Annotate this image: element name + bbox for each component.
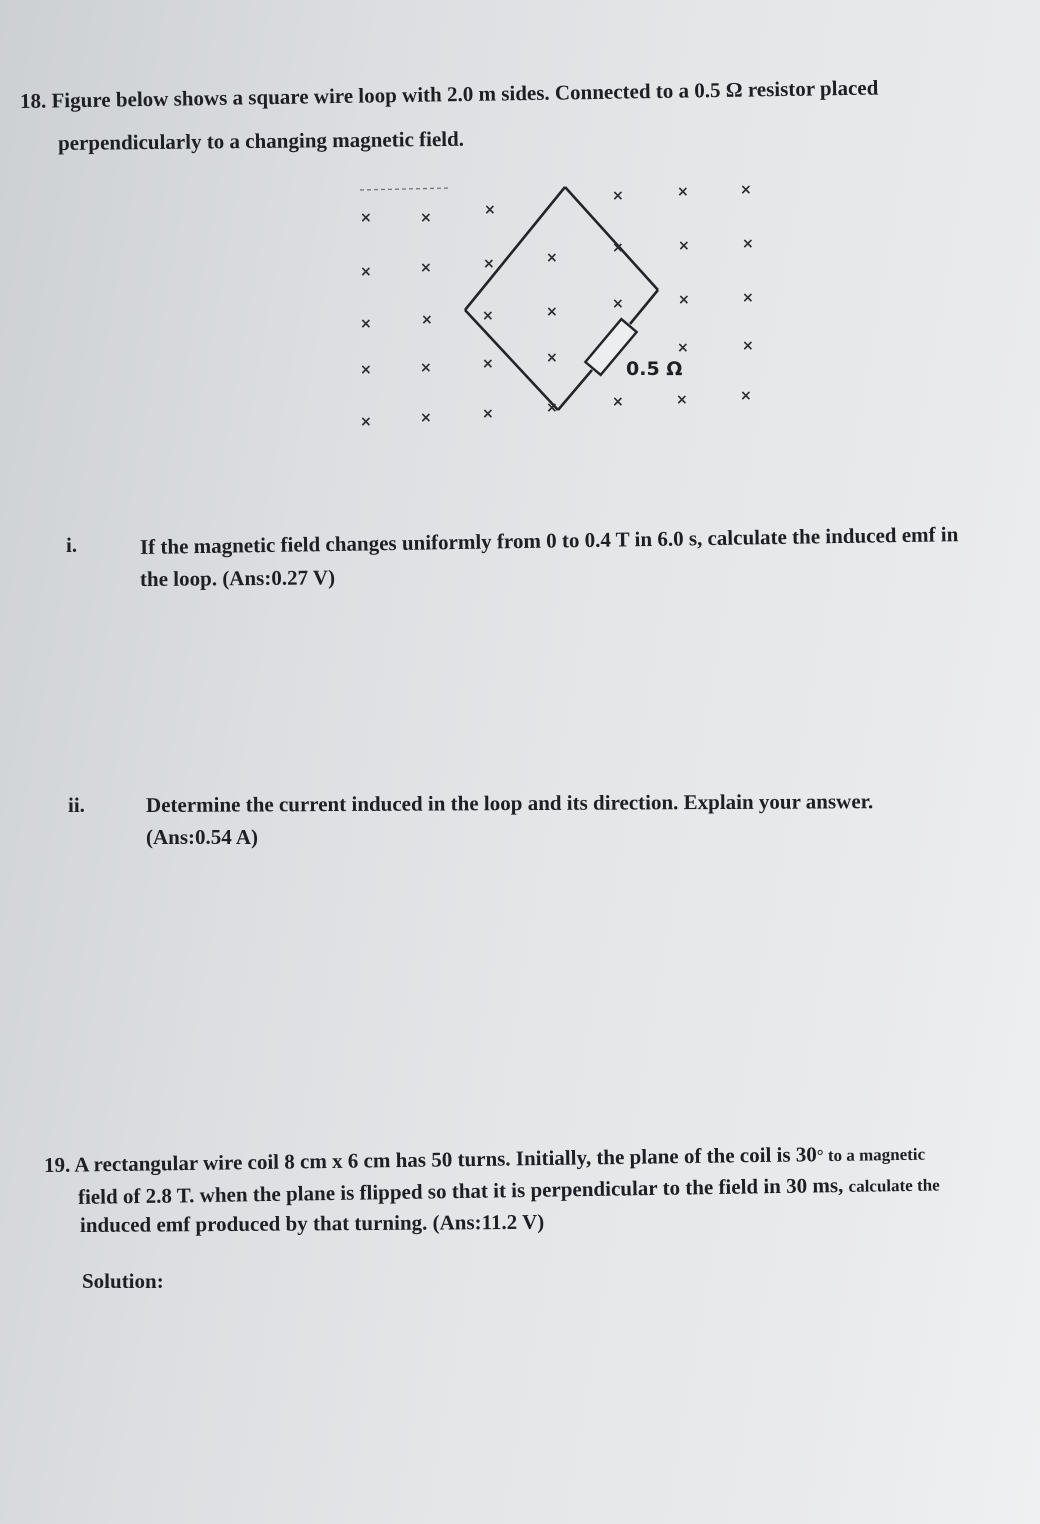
field-x-icon: × (360, 414, 372, 430)
field-x-icon: × (612, 296, 624, 312)
q18-line-2 (58, 126, 464, 156)
field-x-icon: × (360, 362, 372, 378)
field-x-icon: × (420, 410, 432, 426)
field-x-icon: × (546, 250, 558, 266)
field-x-icon: × (360, 316, 372, 332)
field-marks (360, 182, 754, 430)
field-x-icon: × (676, 392, 688, 408)
field-x-icon: × (740, 182, 752, 198)
q18-ii-text-line-1: Determine the current induced in the loop and its direction. Explain your answer. (145, 789, 874, 817)
wire-bottom-right-lower (558, 370, 592, 410)
q19-text-line-1: A rectangular wire coil 8 cm x 6 cm has 50 turns. Initially, the plane of the coil is 30 (74, 1142, 817, 1177)
field-x-icon: × (742, 236, 754, 252)
field-x-icon: × (421, 312, 433, 328)
field-x-icon: × (678, 238, 690, 254)
solution-label: Solution: (82, 1269, 164, 1293)
resistor-label: 0.5 Ω (626, 358, 683, 380)
field-x-icon: × (677, 340, 689, 356)
field-x-icon: × (482, 406, 494, 422)
field-x-icon: × (740, 388, 752, 404)
q18-number: 18. (19, 88, 47, 113)
q18-ii-numeral: ii. (68, 793, 85, 817)
q19-text-line-1-end: ° to a magnetic (816, 1144, 926, 1166)
q19-text-line-2: field of 2.8 T. when the plane is flipped so that it is perpendicular to the field in 30 ms, (77, 1172, 844, 1209)
magnetic-field-figure (320, 170, 790, 440)
field-x-icon: × (677, 184, 689, 200)
faint-dash-line (360, 188, 450, 190)
q18-line-1 (20, 75, 879, 114)
q19-line-3 (80, 1209, 544, 1238)
field-x-icon: × (546, 400, 558, 416)
q19-number: 19. (43, 1152, 71, 1177)
field-x-icon: × (678, 292, 690, 308)
field-x-icon: × (483, 256, 495, 272)
q18-ii-line-1 (146, 788, 873, 818)
q18-ii-line-2 (146, 824, 258, 850)
field-x-icon: × (612, 240, 624, 256)
field-x-icon: × (482, 356, 494, 372)
q18-text-line-1: Figure below shows a square wire loop with 2.0 m sides. Connected to a 0.5 Ω resistor placed (51, 75, 879, 113)
field-x-icon: × (360, 264, 372, 280)
q18-i-line-2 (140, 564, 335, 592)
field-x-icon: × (546, 304, 558, 320)
q19-text-line-3: induced emf produced by that turning. (Ans:11.2 V) (79, 1209, 545, 1237)
q18-i-line-1 (140, 521, 959, 560)
field-x-icon: × (420, 360, 432, 376)
field-x-icon: × (420, 210, 432, 226)
wire-top-left (465, 187, 565, 310)
q18-i-numeral: i. (66, 533, 78, 557)
field-x-icon: × (742, 338, 754, 354)
q19-text-line-2-end: calculate the (848, 1175, 940, 1196)
wire-bottom-left (465, 310, 558, 410)
field-x-icon: × (420, 260, 432, 276)
wire-bottom-right-upper (630, 290, 658, 324)
q18-i-text-line-2: the loop. (Ans:0.27 V) (139, 565, 336, 591)
q18-text-line-2: perpendicularly to a changing magnetic field. (57, 126, 465, 155)
field-x-icon: × (360, 210, 372, 226)
q18-ii-text-line-2: (Ans:0.54 A) (146, 825, 259, 849)
field-x-icon: × (742, 290, 754, 306)
field-x-icon: × (612, 394, 624, 410)
field-x-icon: × (482, 308, 494, 324)
field-x-icon: × (612, 188, 624, 204)
q18-i-text-line-1: If the magnetic field changes uniformly from 0 to 0.4 T in 6.0 s, calculate the induced emf in (139, 522, 959, 559)
field-x-icon: × (546, 350, 558, 366)
field-x-icon: × (484, 202, 496, 218)
